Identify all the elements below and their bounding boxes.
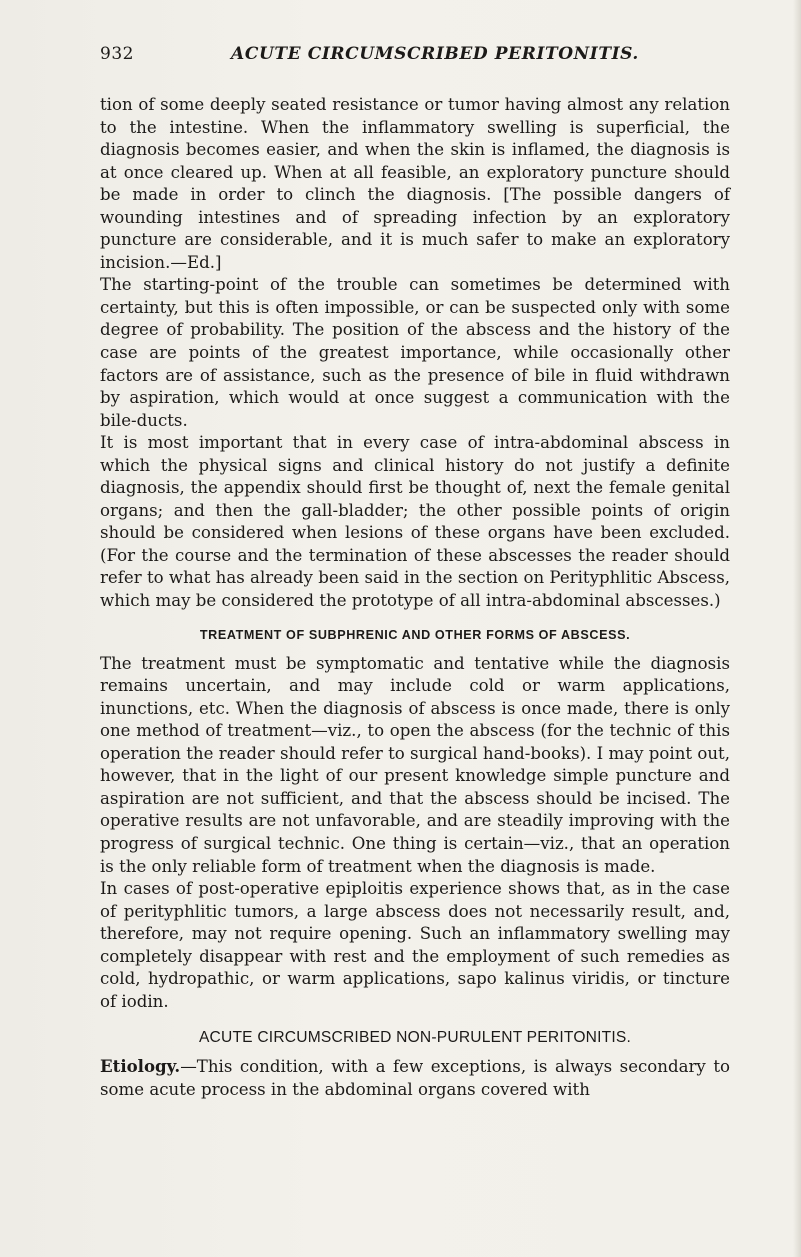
page-edge-shadow	[793, 0, 801, 1257]
run-in-heading-etiology: Etiology.	[100, 1056, 181, 1077]
paragraph-6-text: —This condition, with a few exceptions, is always secondary to some acute process in the abdominal organs covered with	[100, 1057, 730, 1099]
paragraph-5: In cases of post-operative epiploitis experience shows that, as in the case of perityphlitic tumors, a large abscess does not necessarily result, and, therefore, may not require opening. Such an inflammatory swelling may completely disappear with rest and the employment of such remedies as cold, hydropathic, or warm applications, sapo kalinus viridis, or tincture of iodin.	[100, 879, 730, 1011]
section-heading-non-purulent: ACUTE CIRCUMSCRIBED NON-PURULENT PERITONITIS.	[198, 1029, 632, 1047]
page-number: 932	[100, 44, 134, 64]
paragraph-6	[100, 1055, 730, 1101]
running-head	[100, 44, 730, 68]
paragraph-4: The treatment must be symptomatic and tentative while the diagnosis remains uncertain, and may include cold or warm applications, inunctions, etc. When the diagnosis of abscess is once made, there is only one method of treatment—viz., to open the abscess (for the technic of this operation the reader should refer to surgical hand-books). I may point out, however, that in the light of our present knowledge simple puncture and aspiration are not sufficient, and that the abscess should be incised. The operative results are not unfavorable, and are steadily improving with the progress of surgical technic. One thing is certain—viz., that an operation is the only reliable form of treatment when the diagnosis is made.	[100, 653, 730, 876]
body-text	[100, 94, 730, 1101]
running-title: ACUTE CIRCUMSCRIBED PERITONITIS.	[231, 44, 639, 64]
paragraph-2: The starting-point of the trouble can sometimes be determined with certainty, but this is often impossible, or can be suspected only with some degree of probability. The position of the abscess and the history of the case are points of the greatest importance, while occasionally other factors are of assistance, such as the presence of bile in fluid withdrawn by aspiration, which would at once suggest a communication with the bile-ducts.	[100, 275, 730, 430]
paragraph-3: It is most important that in every case of intra-abdominal abscess in which the physical signs and clinical history do not justify a definite diagnosis, the appendix should first be thought of, next the female genital organs; and then the gall-bladder; the other possible points of origin should be considered when lesions of these organs have been excluded. (For the course and the termination of these abscesses the reader should refer to what has already been said in the section on Perityphlitic Abscess, which may be considered the prototype of all intra-abdominal abscesses.)	[100, 433, 730, 611]
section-heading-treatment: TREATMENT OF SUBPHRENIC AND OTHER FORMS OF ABSCESS.	[199, 627, 631, 642]
paragraph-1: tion of some deeply seated resistance or tumor having almost any relation to the intestine. When the inflammatory swelling is superficial, the diagnosis becomes easier, and when the skin is inflamed, the diagnosis is at once cleared up. When at all feasible, an exploratory puncture should be made in order to clinch the diagnosis. [The possible dangers of wounding intestines and of spreading infection by an exploratory puncture are considerable, and it is much safer to make an exploratory incision.—Ed.]	[100, 95, 730, 272]
